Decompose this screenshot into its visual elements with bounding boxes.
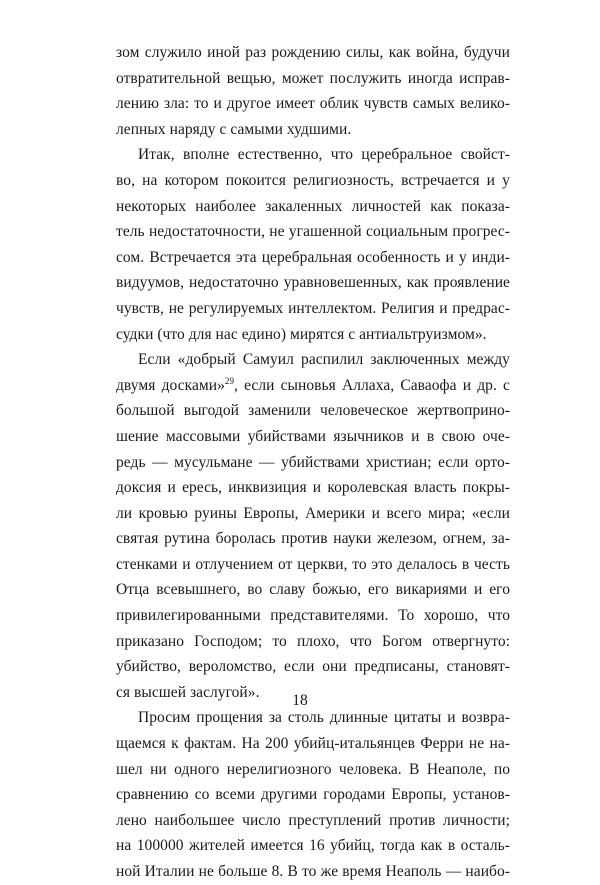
text-fragment: двумя досками» — [116, 376, 225, 394]
text-line: стенками и отлучением от церкви, то это делалось в честь — [116, 555, 510, 573]
text-line: доксия и ересь, инквизиция и королевская власть покры- — [116, 479, 510, 497]
text-line: сравнению со всеми другими городами Европы, установ- — [116, 786, 510, 804]
text-fragment: , если сыновья Аллаха, Саваофа и др. с — [234, 376, 510, 394]
text-line: тель недостаточности, не угашенной социальным прогрес- — [116, 223, 510, 241]
text-line: на 100000 жителей имеется 16 убийц, тогда как в осталь- — [116, 837, 510, 855]
text-line: зом служило иной раз рождению силы, как война, будучи — [116, 44, 510, 61]
text-line: Итак, вполне естественно, что церебральное свойст- — [138, 146, 510, 164]
text-line: некоторых наиболее закаленных личностей как показа- — [116, 197, 510, 215]
text-line: приказано Господом; то плохо, что Богом отвергнуто: — [116, 632, 510, 650]
text-line: редь — мусульмане — убийствами христиан; если орто- — [116, 453, 510, 471]
text-line: ли кровью руины Европы, Америки и всего мира; «если — [116, 504, 510, 522]
text-line: чувств, не регулируемых интеллектом. Религия и предрас- — [116, 299, 510, 317]
text-line: сом. Встречается эта церебральная особенность и у инди- — [116, 248, 510, 266]
text-line: во, на котором покоится религиозность, встречается и у — [116, 171, 510, 189]
text-line: большой выгодой заменили человеческое жертвоприно- — [116, 402, 510, 420]
text-line: лено наибольшее число преступлений против личности; — [116, 811, 510, 829]
page-number: 18 — [292, 692, 308, 709]
page-text — [116, 40, 510, 885]
text-line: шение массовыми убийствами язычников и в свою оче- — [116, 427, 510, 445]
text-line: судки (что для нас едино) мирятся с антиальтруизмом». — [116, 325, 487, 343]
text-line: убийство, вероломство, если они предписаны, становят- — [116, 658, 510, 676]
text-line: Просим прощения за столь длинные цитаты и возвра- — [138, 709, 510, 727]
text-line: лепных наряду с самыми худшими. — [116, 120, 352, 138]
text-line: отвратительной вещью, может послужить иногда исправ- — [116, 69, 510, 87]
text-line: Отца всевышнего, во славу божью, его викариями и его — [116, 581, 510, 599]
footnote-reference[interactable]: 29 — [224, 375, 235, 386]
text-line: видуумов, недостаточно уравновешенных, как проявление — [116, 274, 510, 292]
text-line: ной Италии не больше 8. В то же время Неаполь — наибо- — [116, 863, 510, 880]
paragraph-1 — [116, 40, 510, 142]
text-line: Если «добрый Самуил распилил заключенных между — [138, 351, 510, 369]
paragraph-3 — [116, 347, 510, 705]
text-line: ся высшей заслугой». — [116, 683, 260, 701]
text-line-with-footnote — [116, 373, 510, 399]
paragraph-2 — [116, 142, 510, 347]
text-line: привилегированными представителями. То хорошо, что — [116, 607, 510, 625]
text-line: лению зла: то и другое имеет облик чувств самых велико- — [116, 95, 510, 113]
text-line: святая рутина боролась против науки железом, огнем, за- — [116, 530, 510, 548]
paragraph-4 — [116, 705, 510, 884]
text-line: шел ни одного нерелигиозного человека. В Неаполе, по — [116, 760, 510, 778]
text-line: щаемся к фактам. На 200 убийц-итальянцев Ферри не на- — [116, 735, 510, 753]
